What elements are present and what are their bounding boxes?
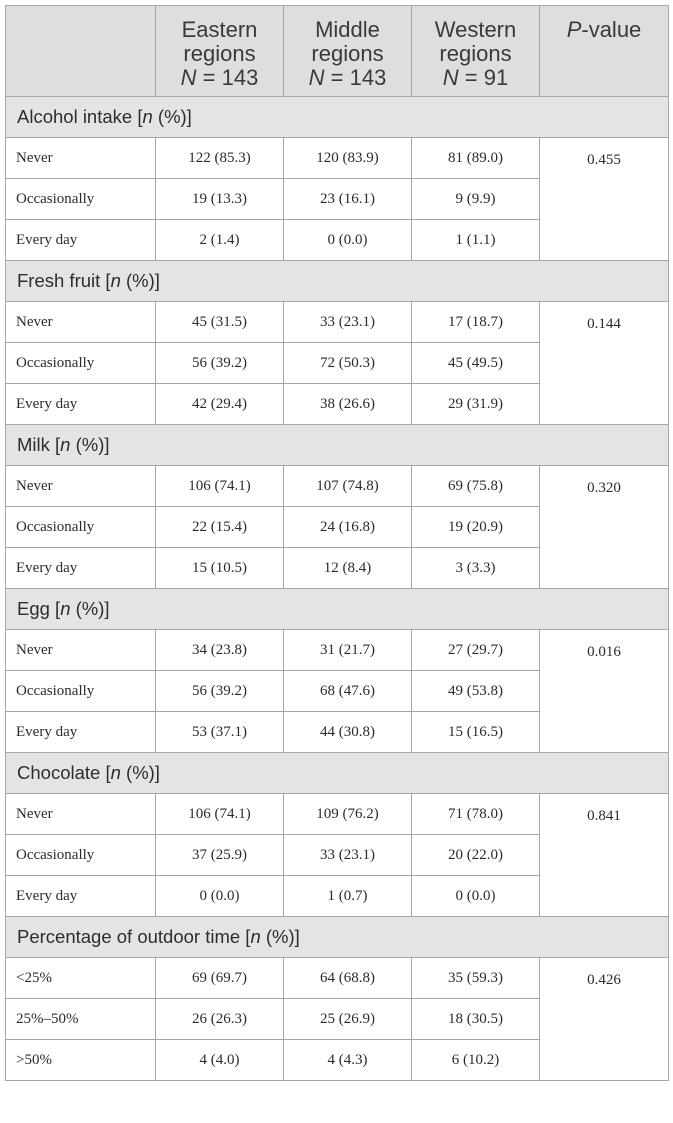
western-value: 18 (30.5)	[412, 999, 540, 1040]
section-header-percentage-of-outdoor-time	[6, 917, 669, 958]
middle-value: 24 (16.8)	[284, 507, 412, 548]
section-title: Chocolate [n (%)]	[6, 753, 669, 794]
eastern-value: 56 (39.2)	[156, 671, 284, 712]
p-value-cell: 0.426	[540, 958, 669, 1081]
header-western-regions: Western regions N = 91	[412, 6, 540, 97]
eastern-value: 56 (39.2)	[156, 343, 284, 384]
p-value-cell: 0.320	[540, 466, 669, 589]
row-label: Never	[6, 466, 156, 507]
middle-value: 12 (8.4)	[284, 548, 412, 589]
header-middle-regions: Middle regions N = 143	[284, 6, 412, 97]
section-title: Egg [n (%)]	[6, 589, 669, 630]
row-label: Occasionally	[6, 835, 156, 876]
header-empty-cell	[6, 6, 156, 97]
middle-value: 120 (83.9)	[284, 138, 412, 179]
western-value: 1 (1.1)	[412, 220, 540, 261]
middle-value: 4 (4.3)	[284, 1040, 412, 1081]
western-value: 17 (18.7)	[412, 302, 540, 343]
section-header-egg	[6, 589, 669, 630]
table-row	[6, 302, 669, 343]
section-title: Fresh fruit [n (%)]	[6, 261, 669, 302]
western-value: 19 (20.9)	[412, 507, 540, 548]
row-label: Every day	[6, 876, 156, 917]
row-label: Never	[6, 794, 156, 835]
p-value-cell: 0.016	[540, 630, 669, 753]
table-header-row	[6, 6, 669, 97]
eastern-value: 42 (29.4)	[156, 384, 284, 425]
eastern-value: 106 (74.1)	[156, 794, 284, 835]
eastern-value: 34 (23.8)	[156, 630, 284, 671]
row-label: <25%	[6, 958, 156, 999]
western-value: 20 (22.0)	[412, 835, 540, 876]
middle-value: 44 (30.8)	[284, 712, 412, 753]
middle-value: 23 (16.1)	[284, 179, 412, 220]
western-value: 0 (0.0)	[412, 876, 540, 917]
western-value: 71 (78.0)	[412, 794, 540, 835]
eastern-value: 37 (25.9)	[156, 835, 284, 876]
middle-value: 38 (26.6)	[284, 384, 412, 425]
western-value: 29 (31.9)	[412, 384, 540, 425]
p-value-cell: 0.144	[540, 302, 669, 425]
middle-value: 31 (21.7)	[284, 630, 412, 671]
section-title: Milk [n (%)]	[6, 425, 669, 466]
section-header-alcohol-intake	[6, 97, 669, 138]
row-label: Occasionally	[6, 507, 156, 548]
western-value: 15 (16.5)	[412, 712, 540, 753]
eastern-value: 15 (10.5)	[156, 548, 284, 589]
row-label: >50%	[6, 1040, 156, 1081]
header-eastern-regions: Eastern regions N = 143	[156, 6, 284, 97]
middle-value: 64 (68.8)	[284, 958, 412, 999]
eastern-value: 69 (69.7)	[156, 958, 284, 999]
section-header-milk	[6, 425, 669, 466]
table-row	[6, 630, 669, 671]
western-value: 81 (89.0)	[412, 138, 540, 179]
row-label: Every day	[6, 712, 156, 753]
row-label: Occasionally	[6, 343, 156, 384]
table-row	[6, 138, 669, 179]
eastern-value: 122 (85.3)	[156, 138, 284, 179]
regional-lifestyle-table	[5, 5, 669, 1081]
section-title: Percentage of outdoor time [n (%)]	[6, 917, 669, 958]
row-label: Occasionally	[6, 179, 156, 220]
eastern-value: 45 (31.5)	[156, 302, 284, 343]
middle-value: 0 (0.0)	[284, 220, 412, 261]
row-label: Every day	[6, 220, 156, 261]
row-label: Never	[6, 302, 156, 343]
section-title: Alcohol intake [n (%)]	[6, 97, 669, 138]
row-label: 25%–50%	[6, 999, 156, 1040]
western-value: 45 (49.5)	[412, 343, 540, 384]
row-label: Every day	[6, 384, 156, 425]
table-row	[6, 958, 669, 999]
table-row	[6, 466, 669, 507]
row-label: Every day	[6, 548, 156, 589]
p-value-cell: 0.841	[540, 794, 669, 917]
western-value: 49 (53.8)	[412, 671, 540, 712]
row-label: Never	[6, 138, 156, 179]
western-value: 69 (75.8)	[412, 466, 540, 507]
eastern-value: 19 (13.3)	[156, 179, 284, 220]
p-value-cell: 0.455	[540, 138, 669, 261]
section-header-chocolate	[6, 753, 669, 794]
middle-value: 1 (0.7)	[284, 876, 412, 917]
eastern-value: 0 (0.0)	[156, 876, 284, 917]
middle-value: 33 (23.1)	[284, 302, 412, 343]
eastern-value: 2 (1.4)	[156, 220, 284, 261]
eastern-value: 4 (4.0)	[156, 1040, 284, 1081]
section-header-fresh-fruit	[6, 261, 669, 302]
eastern-value: 22 (15.4)	[156, 507, 284, 548]
header-p-value: P-value	[540, 6, 669, 97]
western-value: 35 (59.3)	[412, 958, 540, 999]
western-value: 3 (3.3)	[412, 548, 540, 589]
eastern-value: 26 (26.3)	[156, 999, 284, 1040]
western-value: 6 (10.2)	[412, 1040, 540, 1081]
table-row	[6, 794, 669, 835]
row-label: Occasionally	[6, 671, 156, 712]
eastern-value: 106 (74.1)	[156, 466, 284, 507]
western-value: 9 (9.9)	[412, 179, 540, 220]
eastern-value: 53 (37.1)	[156, 712, 284, 753]
middle-value: 68 (47.6)	[284, 671, 412, 712]
middle-value: 33 (23.1)	[284, 835, 412, 876]
row-label: Never	[6, 630, 156, 671]
western-value: 27 (29.7)	[412, 630, 540, 671]
middle-value: 25 (26.9)	[284, 999, 412, 1040]
middle-value: 109 (76.2)	[284, 794, 412, 835]
middle-value: 72 (50.3)	[284, 343, 412, 384]
middle-value: 107 (74.8)	[284, 466, 412, 507]
